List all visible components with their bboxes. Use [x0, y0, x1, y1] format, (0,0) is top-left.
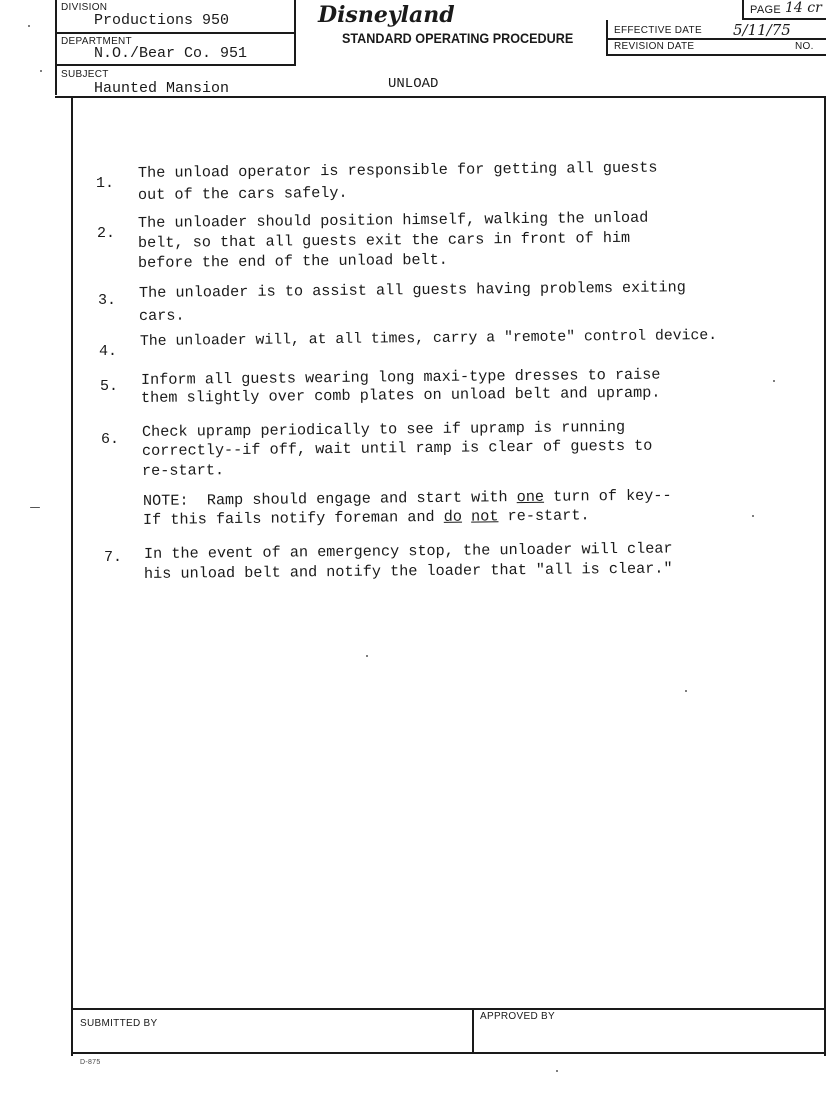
item-number: 1. [96, 175, 115, 192]
department-underline [55, 64, 295, 66]
subject-label: SUBJECT [61, 69, 109, 80]
note-line-2 [143, 506, 590, 530]
scan-speck [685, 690, 687, 692]
body-left-border [71, 96, 73, 1056]
item-line: belt, so that all guests exit the cars in front of him [137, 228, 631, 252]
division-value: Productions 950 [94, 12, 230, 29]
scan-speck [30, 507, 40, 508]
scan-speck [40, 70, 42, 72]
department-value: N.O./Bear Co. 951 [94, 45, 248, 62]
item-line: re-start. [141, 461, 225, 480]
subject-value: Haunted Mansion [94, 80, 230, 97]
note-emphasis: one [516, 487, 545, 507]
note-emphasis: not [471, 507, 499, 526]
item-number: 7. [104, 549, 123, 566]
footer-divider [472, 1008, 474, 1052]
effective-date-value: 5/11/75 [733, 21, 791, 39]
scan-speck [556, 1070, 558, 1072]
scan-speck [773, 380, 775, 382]
note-text: NOTE: Ramp should engage and start with [142, 488, 517, 510]
item-number: 5. [100, 378, 119, 395]
scan-speck [366, 655, 368, 657]
item-number: 6. [101, 431, 120, 448]
note-text [462, 508, 471, 526]
submitted-by-label: SUBMITTED BY [80, 1018, 158, 1029]
left-border [55, 0, 57, 95]
scan-speck [28, 25, 30, 27]
disneyland-logo: Disneyland [318, 2, 455, 28]
page-box-left [742, 0, 744, 20]
note-text: re-start. [498, 506, 590, 526]
page-value: 14 cr [785, 0, 822, 16]
item-line: The unloader will, at all times, carry a "remote" control device. [139, 327, 718, 350]
item-number: 4. [99, 343, 118, 360]
note-text: turn of key-- [543, 486, 672, 506]
revision-underline [606, 54, 826, 56]
note-emphasis: do [443, 507, 463, 526]
item-number: 3. [98, 292, 117, 309]
revision-no-label: NO. [795, 41, 814, 52]
item-line: The unloader should position himself, walking the unload [137, 208, 649, 232]
footer-top-line [71, 1008, 826, 1010]
item-line: before the end of the unload belt. [137, 250, 448, 272]
page-label: PAGE [750, 4, 781, 16]
item-line: In the event of an emergency stop, the unloader will clear [143, 539, 673, 563]
form-number: D-875 [80, 1059, 101, 1066]
item-line: Inform all guests wearing long maxi-type dresses to raise [140, 365, 661, 389]
item-line: The unloader is to assist all guests having problems exiting [138, 278, 686, 302]
effective-underline [606, 38, 826, 40]
body-right-border [824, 96, 826, 1056]
item-number: 2. [97, 225, 116, 242]
division-underline [55, 32, 295, 34]
page-box-bottom [742, 18, 826, 20]
item-line: his unload belt and notify the loader that "all is clear." [143, 559, 673, 583]
department-label: DEPARTMENT [61, 36, 132, 47]
revision-date-label: REVISION DATE [614, 41, 695, 52]
note-text: If this fails notify foreman and [142, 507, 444, 529]
item-line: cars. [138, 306, 185, 325]
effective-date-label: EFFECTIVE DATE [614, 25, 702, 36]
item-line: correctly--if off, wait until ramp is clear of guests to [141, 436, 653, 460]
approved-by-label: APPROVED BY [480, 1011, 555, 1022]
sop-title: STANDARD OPERATING PROCEDURE [342, 30, 574, 46]
item-line: them slightly over comb plates on unload belt and upramp. [140, 383, 661, 407]
footer-bottom-line [71, 1052, 826, 1054]
scan-speck [752, 515, 754, 517]
section-title: UNLOAD [388, 76, 439, 92]
item-line: The unload operator is responsible for getting all guests [137, 158, 658, 182]
division-label: DIVISION [61, 2, 108, 13]
item-line: out of the cars safely. [137, 183, 348, 204]
item-line: Check upramp periodically to see if upramp is running [141, 417, 626, 441]
